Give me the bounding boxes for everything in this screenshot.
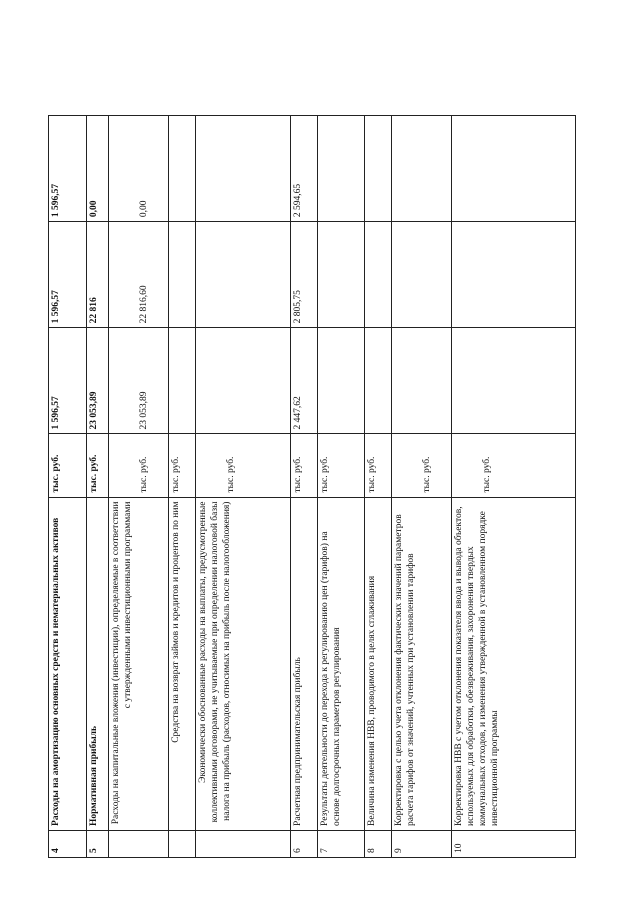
row-value-2 bbox=[318, 222, 365, 328]
row-value-2 bbox=[169, 222, 196, 328]
row-value-3 bbox=[318, 116, 365, 222]
row-unit: тыс. руб. bbox=[392, 434, 452, 497]
row-number: 6 bbox=[291, 830, 318, 857]
row-value-1 bbox=[169, 328, 196, 434]
row-value-3 bbox=[392, 116, 452, 222]
row-number: 8 bbox=[365, 830, 392, 857]
row-number bbox=[169, 830, 196, 857]
row-number bbox=[196, 830, 291, 857]
row-value-3: 1 596,57 bbox=[49, 116, 87, 222]
rotated-table-wrapper bbox=[48, 115, 575, 858]
row-value-1 bbox=[196, 328, 291, 434]
row-value-2 bbox=[196, 222, 291, 328]
row-value-1 bbox=[452, 328, 576, 434]
row-name: Корректировка с целью учета отклонения фактических значений параметров расчета тарифов от значений, учтенных при установлении тарифов bbox=[392, 497, 452, 830]
row-value-2: 1 596,57 bbox=[49, 222, 87, 328]
row-value-3 bbox=[169, 116, 196, 222]
row-unit: тыс. руб. bbox=[109, 434, 169, 497]
row-name: Величина изменения НВВ, проводимого в целях сглаживания bbox=[365, 497, 392, 830]
row-number: 5 bbox=[87, 830, 109, 857]
row-unit: тыс. руб. bbox=[196, 434, 291, 497]
row-number: 4 bbox=[49, 830, 87, 857]
row-name: Средства на возврат займов и кредитов и процентов по ним bbox=[169, 497, 196, 830]
row-unit: тыс. руб. bbox=[318, 434, 365, 497]
row-name: Расходы на капитальные вложения (инвестиции), определяемые в соответствии с утвержденными инвестиционными программами bbox=[109, 497, 169, 830]
row-name: Корректировка НВВ с учетом отклонения показателя ввода и вывода объектов, используемых для обработки, обезвреживания, захоронения твердых коммунальных отходов, и изменения утвержденной в установленном порядке инвестиционной программы bbox=[452, 497, 576, 830]
tariff-table bbox=[48, 115, 576, 858]
row-value-1: 23 053,89 bbox=[109, 328, 169, 434]
row-name: Результаты деятельности до перехода к регулированию цен (тарифов) на основе долгосрочных параметров регулирования bbox=[318, 497, 365, 830]
row-unit: тыс. руб. bbox=[49, 434, 87, 497]
table-row bbox=[291, 116, 318, 858]
row-value-1: 23 053,89 bbox=[87, 328, 109, 434]
row-value-2 bbox=[365, 222, 392, 328]
table-row bbox=[452, 116, 576, 858]
row-value-1 bbox=[392, 328, 452, 434]
table-row bbox=[365, 116, 392, 858]
row-value-3 bbox=[452, 116, 576, 222]
row-value-2: 22 816 bbox=[87, 222, 109, 328]
row-unit: тыс. руб. bbox=[365, 434, 392, 497]
row-value-1: 2 447,62 bbox=[291, 328, 318, 434]
row-value-2 bbox=[392, 222, 452, 328]
row-number: 10 bbox=[452, 830, 576, 857]
table-row bbox=[196, 116, 291, 858]
row-value-3: 0,00 bbox=[109, 116, 169, 222]
row-value-2: 22 816,60 bbox=[109, 222, 169, 328]
row-name: Нормативная прибыль bbox=[87, 497, 109, 830]
row-value-1: 1 596,57 bbox=[49, 328, 87, 434]
row-value-3 bbox=[196, 116, 291, 222]
row-value-1 bbox=[318, 328, 365, 434]
row-value-3: 2 594,65 bbox=[291, 116, 318, 222]
row-value-2 bbox=[452, 222, 576, 328]
table-row bbox=[392, 116, 452, 858]
row-unit: тыс. руб. bbox=[169, 434, 196, 497]
row-value-2: 2 805,75 bbox=[291, 222, 318, 328]
row-number bbox=[109, 830, 169, 857]
row-unit: тыс. руб. bbox=[291, 434, 318, 497]
row-name: Расчетная предпринимательская прибыль bbox=[291, 497, 318, 830]
table-row bbox=[169, 116, 196, 858]
table-row bbox=[109, 116, 169, 858]
row-name: Расходы на амортизацию основных средств и нематериальных активов bbox=[49, 497, 87, 830]
row-unit: тыс. руб. bbox=[87, 434, 109, 497]
table-row bbox=[87, 116, 109, 858]
row-name: Экономически обоснованные расходы на выплаты, предусмотренные коллективными договорами, не учитываемые при определении налоговой базы налога на прибыль (расходов, относимых на прибыль после налогообложения) bbox=[196, 497, 291, 830]
table-row bbox=[318, 116, 365, 858]
row-value-3: 0,00 bbox=[87, 116, 109, 222]
row-value-3 bbox=[365, 116, 392, 222]
table-row bbox=[49, 116, 87, 858]
row-number: 7 bbox=[318, 830, 365, 857]
row-number: 9 bbox=[392, 830, 452, 857]
row-value-1 bbox=[365, 328, 392, 434]
row-unit: тыс. руб. bbox=[452, 434, 576, 497]
